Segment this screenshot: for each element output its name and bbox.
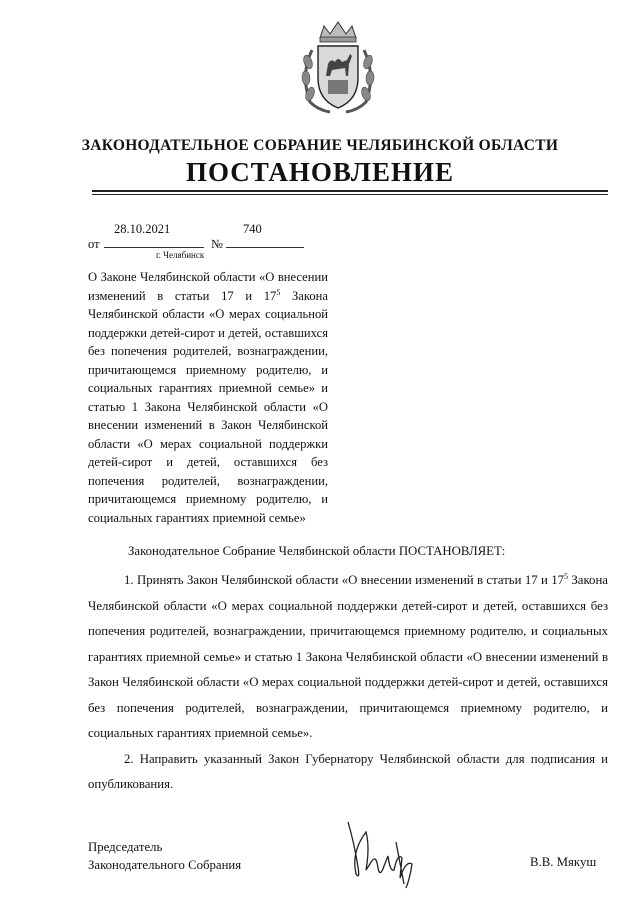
resolution-subject — [88, 268, 328, 527]
coat-of-arms-emblem — [298, 20, 378, 116]
number-underline — [226, 247, 304, 248]
date-underline — [104, 247, 204, 248]
subject-text-part1: О Законе Челябинской области «О внесении изменений в статьи 17 и 17 — [88, 270, 328, 303]
resolution-item-2: 2. Направить указанный Закон Губернатору Челябинской области для подписания и опубликования. — [88, 751, 608, 791]
registration-block — [88, 222, 348, 262]
from-label: от — [88, 237, 100, 251]
subject-text-part2: Закона Челябинской области «О мерах социальной поддержки детей-сирот и детей, оставшихся без попечения родителей, вознаграждении, причитающемся приемному родителю, и социальных гарантиях приемной семье» и статью 1 Закона Челябинской области «О внесении изменений в Закон Челябинской области «О мерах социальной поддержки детей-сирот и детей, оставшихся без попечения родителей, вознаграждении, причитающемся приемному родителю, и социальных гарантиях приемной семье» — [88, 288, 328, 525]
signatory-title-line2: Законодательного Собрания — [88, 858, 242, 872]
document-type-title: ПОСТАНОВЛЕНИЕ — [185, 157, 455, 187]
item1-superscript: 5 — [564, 572, 569, 581]
document-date: 28.10.2021 — [114, 222, 171, 236]
item1-text-part1: 1. Принять Закон Челябинской области «О внесении изменений в статьи 17 и 17 — [124, 573, 565, 587]
subject-superscript: 5 — [276, 287, 281, 297]
signatory-title-line1: Председатель — [88, 840, 163, 854]
organization-name: ЗАКОНОДАТЕЛЬНОЕ СОБРАНИЕ ЧЕЛЯБИНСКОЙ ОБЛАСТИ — [81, 137, 559, 154]
number-label: № — [211, 237, 223, 251]
enacting-clause: Законодательное Собрание Челябинской области ПОСТАНОВЛЯЕТ: — [128, 544, 506, 558]
item1-text-part2: Закона Челябинской области «О мерах социальной поддержки детей-сирот и детей, оставшихся без попечения родителей, вознаграждении, причитающемся приемному родителю, и социальных гарантиях приемной семье» и статью 1 Закона Челябинской области «О внесении изменений в Закон Челябинской области «О мерах социальной поддержки детей-сирот и детей, оставшихся без попечения родителей, вознаграждении, причитающемся приемному родителю, и социальных гарантиях приемной семье». — [88, 573, 608, 740]
resolution-body — [88, 568, 608, 798]
signatory-title — [88, 838, 241, 874]
city-label: г. Челябинск — [156, 250, 205, 260]
resolution-item-1 — [88, 568, 608, 747]
signatory-name: В.В. Мякуш — [530, 855, 597, 869]
header-divider — [92, 190, 608, 192]
header-divider-thin — [92, 194, 608, 195]
handwritten-signature — [336, 812, 446, 892]
document-number: 740 — [243, 222, 262, 236]
